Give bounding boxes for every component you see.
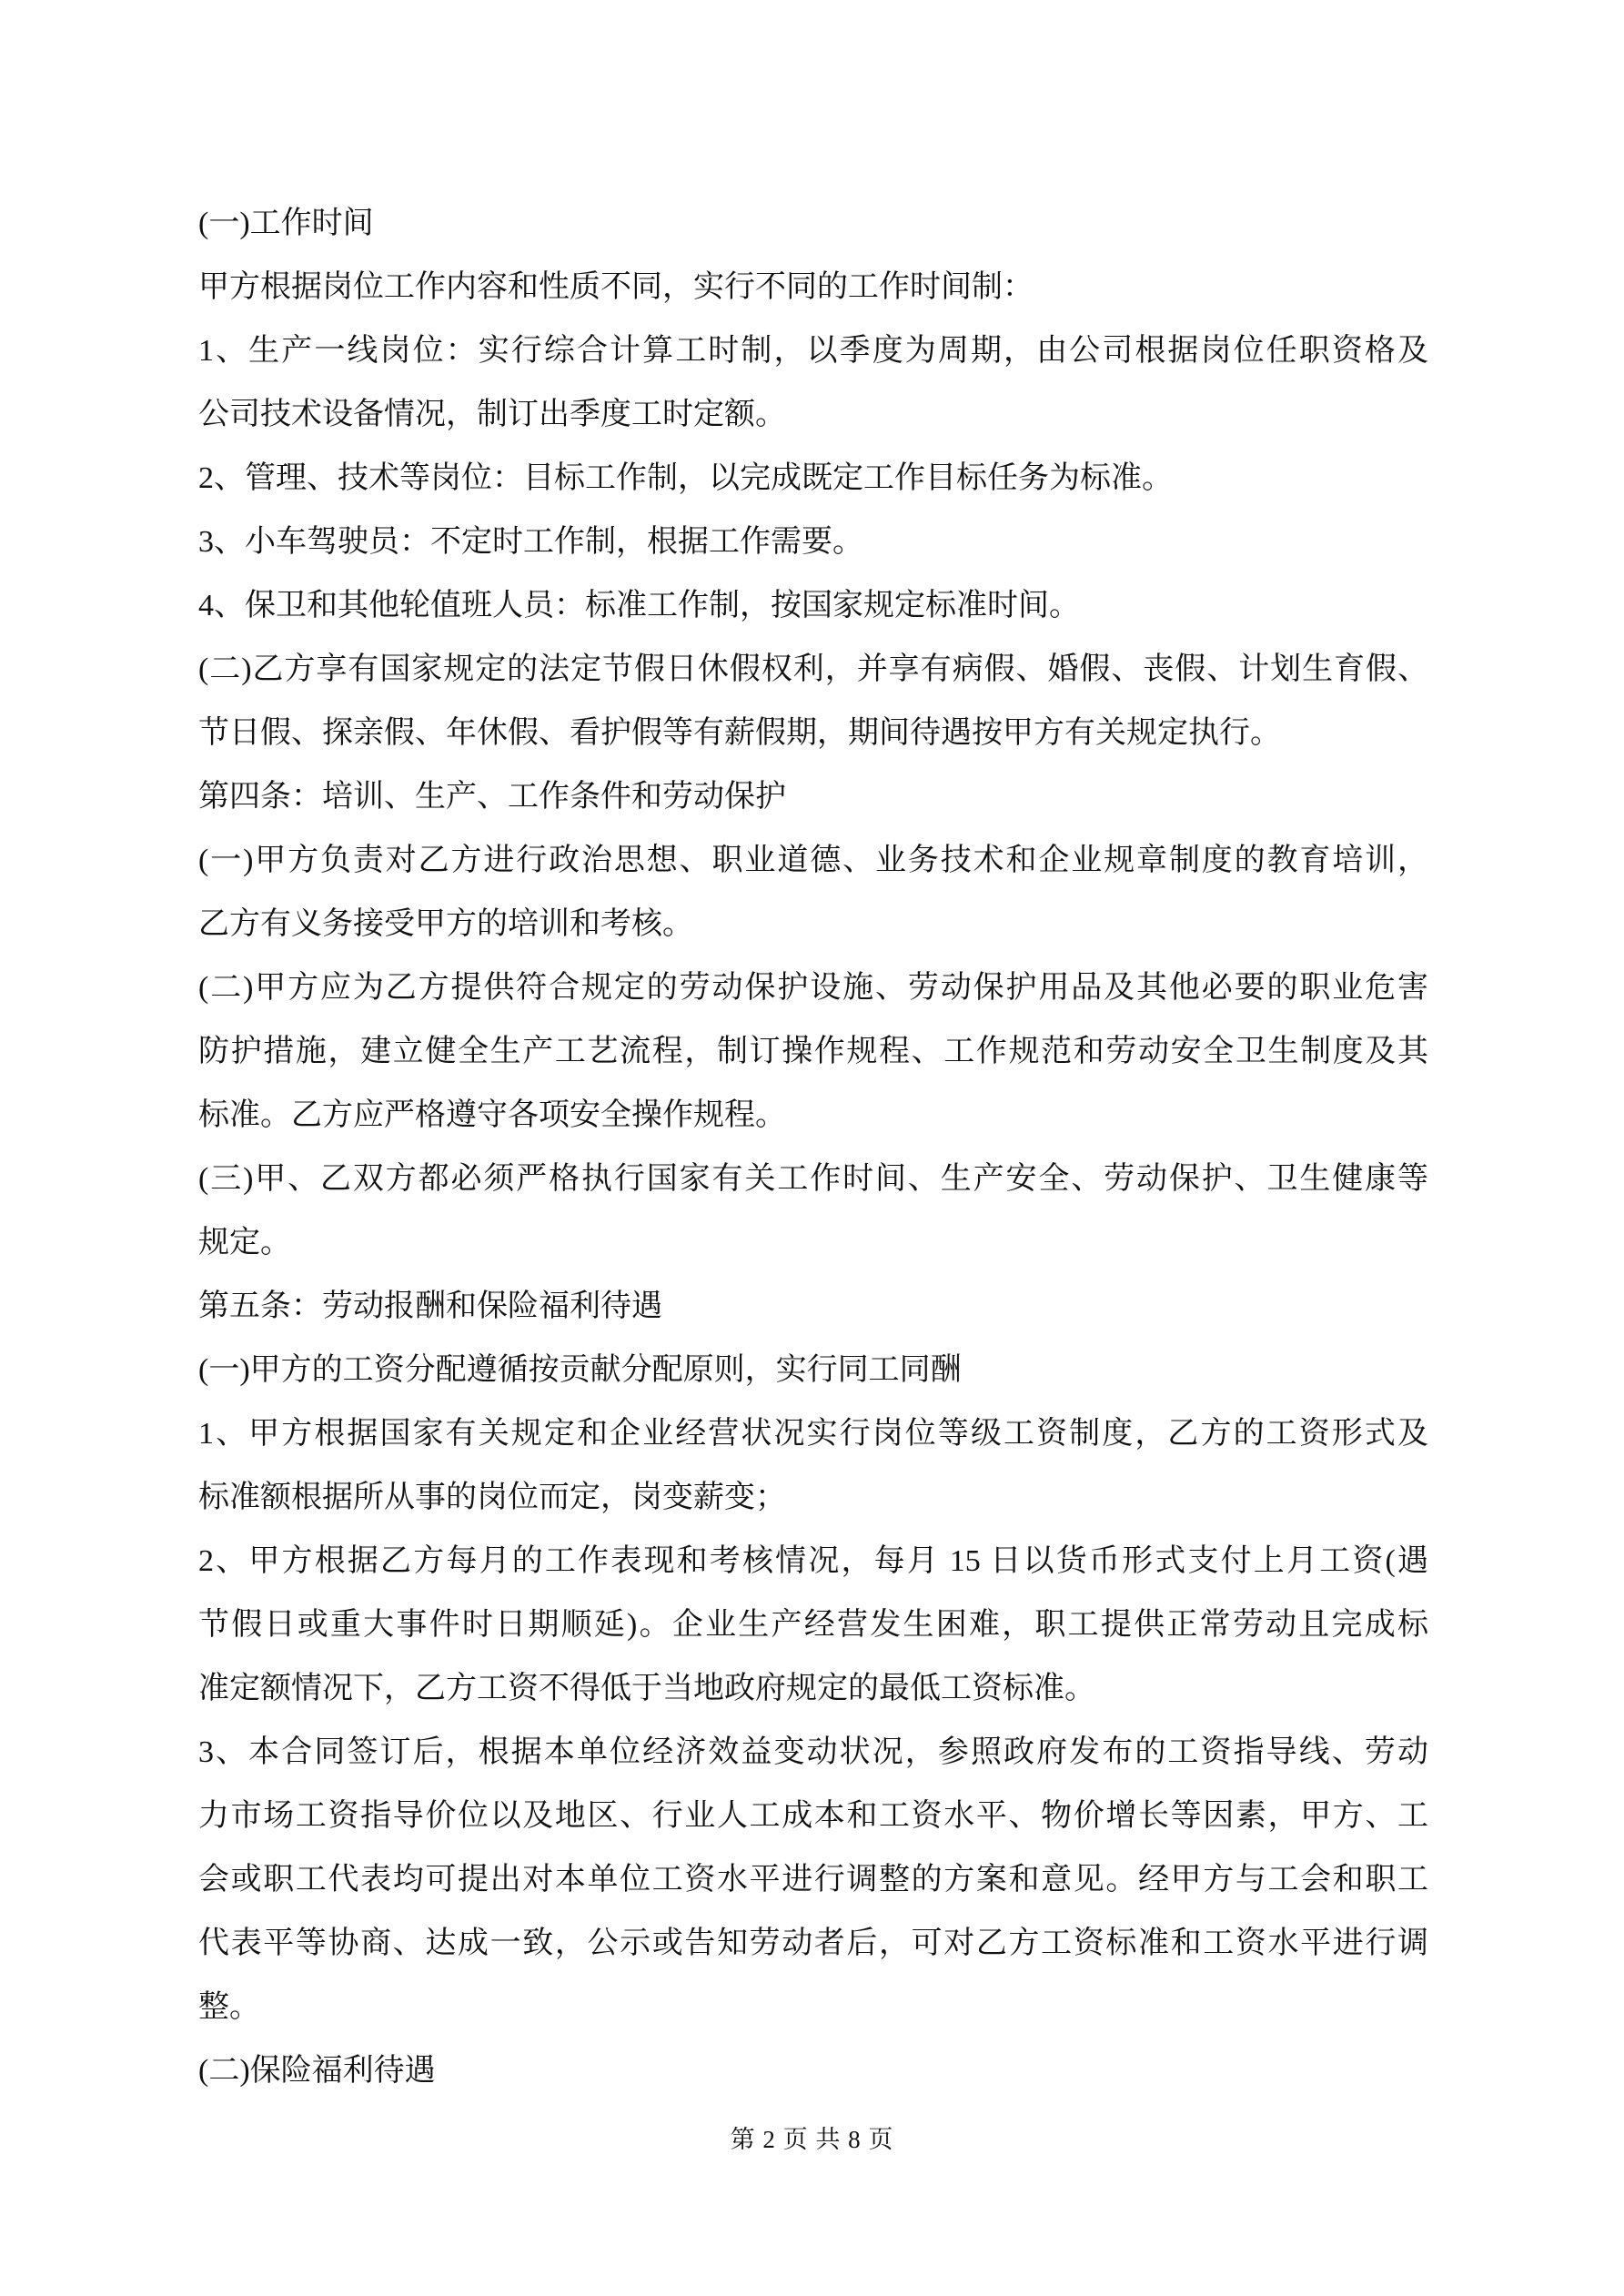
- text-line: 3、小车驾驶员：不定时工作制，根据工作需要。: [198, 525, 863, 559]
- text-line: 2、甲方根据乙方每月的工作表现和考核情况，每月 15 日以货币形式支付上月工资(遇: [198, 1544, 1428, 1578]
- text-line: (一)甲方负责对乙方进行政治思想、职业道德、业务技术和企业规章制度的教育培训，: [198, 844, 1428, 877]
- text-line: 公司技术设备情况，制订出季度工时定额。: [198, 398, 786, 431]
- text-line: 1、生产一线岗位：实行综合计算工时制，以季度为周期，由公司根据岗位任职资格及: [198, 334, 1428, 368]
- text-line: 2、管理、技术等岗位：目标工作制，以完成既定工作目标任务为标准。: [198, 461, 1173, 495]
- page-number-label: 第 2 页 共 8 页: [730, 2126, 894, 2153]
- text-line: (一)甲方的工资分配遵循按贡献分配原则，实行同工同酬: [198, 1353, 962, 1387]
- section-heading: 第五条：劳动报酬和保险福利待遇: [198, 1290, 662, 1323]
- text-line: 准定额情况下，乙方工资不得低于当地政府规定的最低工资标准。: [198, 1672, 1095, 1705]
- text-line: 1、甲方根据国家有关规定和企业经营状况实行岗位等级工资制度，乙方的工资形式及: [198, 1417, 1428, 1451]
- text-line: 3、本合同签订后，根据本单位经济效益变动状况，参照政府发布的工资指导线、劳动: [198, 1735, 1428, 1769]
- text-line: 标准额根据所从事的岗位而定，岗变薪变；: [198, 1481, 786, 1514]
- text-line: 整。: [198, 1990, 260, 2024]
- text-line: (二)甲方应为乙方提供符合规定的劳动保护设施、劳动保护用品及其他必要的职业危害: [198, 971, 1428, 1005]
- text-line: 代表平等协商、达成一致，公示或告知劳动者后，可对乙方工资标准和工资水平进行调: [198, 1927, 1428, 1960]
- section-heading: 第四条：培训、生产、工作条件和劳动保护: [198, 780, 786, 814]
- contract-body-text: [198, 192, 1428, 2103]
- page-footer: [0, 2121, 1624, 2158]
- text-line: 4、保卫和其他轮值班人员：标准工作制，按国家规定标准时间。: [198, 589, 1080, 622]
- text-line: (一)工作时间: [198, 207, 374, 240]
- text-line: 规定。: [198, 1226, 291, 1259]
- text-line: 防护措施，建立健全生产工艺流程，制订操作规程、工作规范和劳动安全卫生制度及其: [198, 1035, 1428, 1068]
- text-line: (二)乙方享有国家规定的法定节假日休假权利，并享有病假、婚假、丧假、计划生育假、: [198, 652, 1428, 686]
- text-line: 甲方根据岗位工作内容和性质不同，实行不同的工作时间制：: [198, 270, 1034, 304]
- text-line: 会或职工代表均可提出对本单位工资水平进行调整的方案和意见。经甲方与工会和职工: [198, 1863, 1428, 1896]
- text-line: (二)保险福利待遇: [198, 2054, 436, 2088]
- text-line: 乙方有义务接受甲方的培训和考核。: [198, 907, 693, 941]
- text-line: 力市场工资指导价位以及地区、行业人工成本和工资水平、物价增长等因素，甲方、工: [198, 1799, 1428, 1833]
- text-line: 节假日或重大事件时日期顺延)。企业生产经营发生困难，职工提供正常劳动且完成标: [198, 1608, 1428, 1642]
- text-line: (三)甲、乙双方都必须严格执行国家有关工作时间、生产安全、劳动保护、卫生健康等: [198, 1162, 1428, 1196]
- text-line: 节日假、探亲假、年休假、看护假等有薪假期，期间待遇按甲方有关规定执行。: [198, 716, 1281, 750]
- text-line: 标准。乙方应严格遵守各项安全操作规程。: [198, 1098, 786, 1132]
